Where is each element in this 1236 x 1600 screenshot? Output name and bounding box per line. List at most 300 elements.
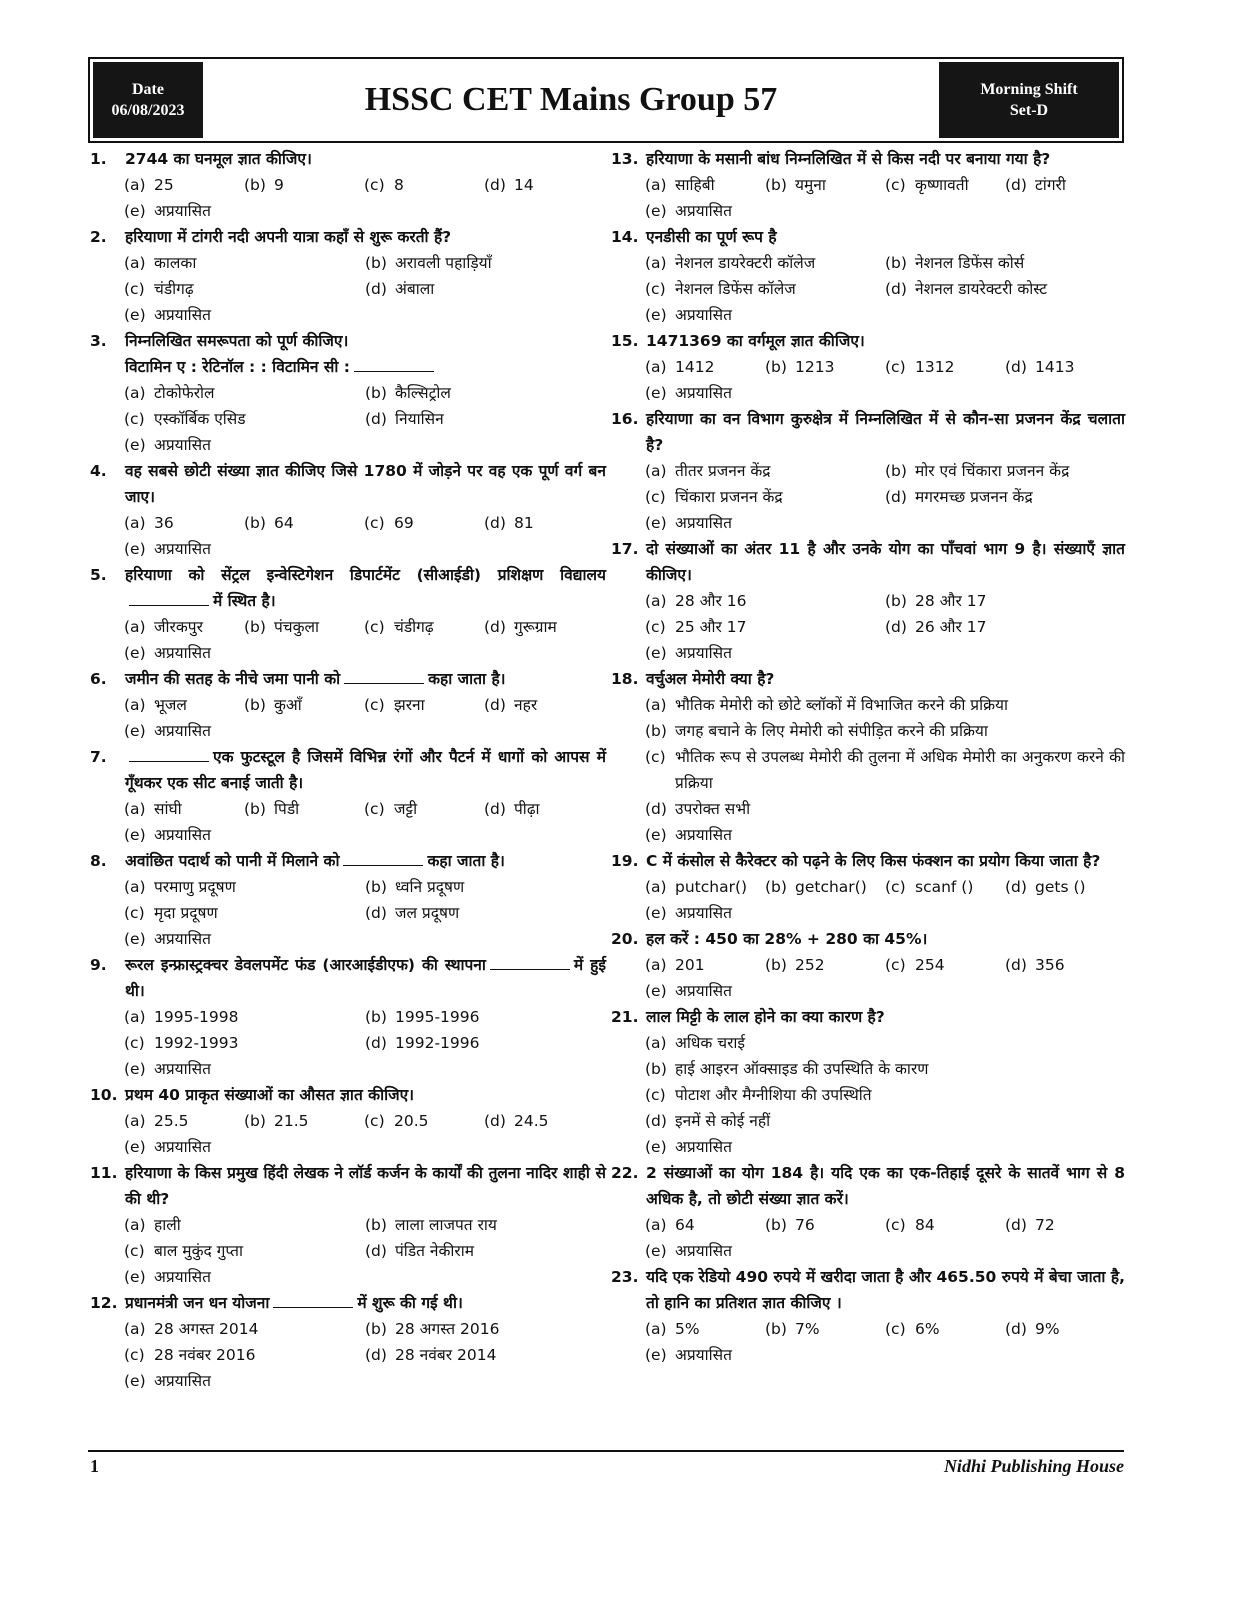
option-a[interactable]	[124, 172, 244, 198]
option-d[interactable]	[1005, 1316, 1125, 1342]
option-row	[124, 1004, 606, 1030]
options	[90, 380, 606, 458]
option-e[interactable]	[645, 380, 765, 406]
option-label: (d)	[484, 618, 506, 636]
option-text: मोर एवं चिंकारा प्रजनन केंद्र	[915, 462, 1070, 480]
option-e[interactable]	[124, 640, 244, 666]
option-c[interactable]	[364, 692, 484, 718]
question-text	[90, 744, 606, 796]
option-c[interactable]	[124, 1342, 365, 1368]
option-c[interactable]	[364, 172, 484, 198]
option-label: (d)	[365, 904, 387, 922]
option-e[interactable]	[124, 302, 374, 328]
option-d[interactable]	[645, 796, 1125, 822]
option-row	[124, 1238, 606, 1264]
option-c[interactable]	[364, 796, 484, 822]
option-c[interactable]	[645, 1082, 1125, 1108]
question-number: 21.	[611, 1008, 639, 1026]
option-label: (d)	[1005, 1216, 1027, 1234]
question-8	[90, 848, 606, 952]
question-stem: जमीन की सतह के नीचे जमा पानी को	[125, 670, 341, 688]
option-e[interactable]	[124, 1264, 374, 1290]
option-b[interactable]	[645, 718, 1125, 744]
option-label: (b)	[244, 800, 266, 818]
question-4	[90, 458, 606, 562]
date-value: 06/08/2023	[111, 102, 185, 119]
option-d[interactable]	[365, 406, 606, 432]
page-number: 1	[90, 1456, 99, 1476]
option-b[interactable]	[645, 1056, 1125, 1082]
option-label: (c)	[885, 1320, 906, 1338]
option-e[interactable]	[645, 900, 765, 926]
option-a[interactable]	[124, 380, 365, 406]
option-row	[124, 692, 606, 718]
option-text: बाल मुकुंद गुप्ता	[154, 1242, 243, 1260]
option-b[interactable]	[765, 952, 885, 978]
option-text: 5%	[675, 1320, 700, 1338]
option-b[interactable]	[244, 1108, 364, 1134]
option-label: (d)	[885, 280, 907, 298]
options	[90, 510, 606, 562]
question-18	[611, 666, 1125, 848]
option-d[interactable]	[484, 172, 604, 198]
option-c[interactable]	[885, 874, 1005, 900]
option-row	[645, 1316, 1125, 1342]
option-label: (a)	[124, 696, 146, 714]
option-c[interactable]	[885, 354, 1005, 380]
option-label: (c)	[645, 488, 666, 506]
option-e[interactable]	[645, 978, 765, 1004]
option-text: नेशनल डिफेंस कॉलेज	[675, 280, 796, 298]
option-label: (a)	[645, 176, 667, 194]
option-d[interactable]	[365, 1342, 606, 1368]
option-b[interactable]	[244, 796, 364, 822]
option-a[interactable]	[645, 952, 765, 978]
question-number: 7.	[90, 748, 107, 766]
option-text: 1995-1998	[154, 1008, 239, 1026]
option-label: (c)	[124, 1242, 145, 1260]
question-stem: 2744 का घनमूल ज्ञात कीजिए।	[125, 150, 312, 168]
option-e[interactable]	[124, 1134, 244, 1160]
option-label: (d)	[365, 1242, 387, 1260]
option-a[interactable]	[645, 1316, 765, 1342]
option-c[interactable]	[364, 614, 484, 640]
option-d[interactable]	[1005, 172, 1125, 198]
option-text: 7%	[795, 1320, 820, 1338]
option-e[interactable]	[645, 302, 895, 328]
option-a[interactable]	[124, 510, 244, 536]
option-b[interactable]	[365, 1316, 606, 1342]
options	[90, 1108, 606, 1160]
option-b[interactable]	[244, 692, 364, 718]
option-label: (b)	[765, 956, 787, 974]
option-a[interactable]	[124, 692, 244, 718]
option-label: (d)	[365, 1346, 387, 1364]
option-e[interactable]	[645, 640, 895, 666]
question-text	[90, 146, 606, 172]
option-d[interactable]	[885, 614, 1125, 640]
option-label: (b)	[244, 176, 266, 194]
option-label: (d)	[484, 1112, 506, 1130]
options	[611, 1212, 1125, 1264]
option-text: 1992-1996	[395, 1034, 480, 1052]
options	[90, 1212, 606, 1290]
option-row	[124, 510, 606, 536]
publisher-name: Nidhi Publishing House	[943, 1456, 1124, 1476]
question-number: 14.	[611, 228, 639, 246]
option-text: अप्रयासित	[154, 540, 211, 558]
option-text: अप्रयासित	[154, 436, 211, 454]
question-number: 8.	[90, 852, 107, 870]
option-text: अप्रयासित	[154, 306, 211, 324]
option-label: (e)	[645, 826, 667, 844]
option-label: (e)	[124, 306, 146, 324]
option-label: (a)	[124, 1320, 146, 1338]
question-stem: रूरल इन्फ्रास्ट्रक्चर डेवलपमेंट फंड (आरआईडीएफ) की स्थापना	[125, 956, 486, 974]
question-stem: एक फुटस्टूल है जिसमें विभिन्न रंगों और पैटर्न में धागों को आपस में गूँथकर एक सीट बनाई जाती है।	[125, 748, 606, 792]
option-label: (c)	[885, 1216, 906, 1234]
option-b[interactable]	[885, 588, 1125, 614]
option-d[interactable]	[365, 1238, 606, 1264]
option-label: (e)	[645, 982, 667, 1000]
question-number: 9.	[90, 956, 107, 974]
option-label: (e)	[645, 904, 667, 922]
question-19	[611, 848, 1125, 926]
options	[611, 692, 1125, 848]
option-label: (a)	[645, 1216, 667, 1234]
option-e[interactable]	[645, 198, 765, 224]
option-label: (e)	[124, 1060, 146, 1078]
option-label: (e)	[645, 514, 667, 532]
option-text: 201	[675, 956, 705, 974]
option-label: (e)	[124, 1138, 146, 1156]
option-a[interactable]	[124, 614, 244, 640]
option-c[interactable]	[124, 1030, 365, 1056]
option-text: 25.5	[154, 1112, 189, 1130]
option-label: (a)	[124, 254, 146, 272]
option-e[interactable]	[645, 1342, 765, 1368]
option-label: (b)	[765, 1216, 787, 1234]
option-e[interactable]	[124, 198, 244, 224]
question-number: 6.	[90, 670, 107, 688]
question-text	[90, 1290, 606, 1316]
option-text: चिंकारा प्रजनन केंद्र	[675, 488, 783, 506]
option-text: 72	[1035, 1216, 1055, 1234]
option-text: 9	[274, 176, 284, 194]
option-text: पंडित नेकीराम	[395, 1242, 475, 1260]
option-a[interactable]	[124, 796, 244, 822]
option-row	[645, 198, 1125, 224]
option-a[interactable]	[645, 172, 765, 198]
question-text	[611, 328, 1125, 354]
option-c[interactable]	[885, 952, 1005, 978]
option-d[interactable]	[645, 1108, 1125, 1134]
option-row	[124, 1316, 606, 1342]
option-label: (a)	[124, 618, 146, 636]
question-17	[611, 536, 1125, 666]
option-label: (a)	[124, 176, 146, 194]
question-text	[90, 1160, 606, 1212]
options	[90, 250, 606, 328]
question-stem: निम्नलिखित समरूपता को पूर्ण कीजिए।	[125, 332, 349, 350]
option-text: 26 और 17	[915, 618, 987, 636]
option-a[interactable]	[124, 874, 365, 900]
question-number: 11.	[90, 1164, 118, 1182]
option-d[interactable]	[885, 484, 1125, 510]
option-d[interactable]	[484, 510, 604, 536]
option-text: भौतिक रूप से उपलब्ध मेमोरी की तुलना में अधिक मेमोरी का अनुकरण करने की प्रक्रिया	[675, 748, 1125, 792]
option-row	[124, 380, 606, 406]
question-stem-end: कहा जाता है।	[428, 670, 506, 688]
option-b[interactable]	[765, 874, 885, 900]
option-a[interactable]	[645, 354, 765, 380]
option-label: (b)	[765, 176, 787, 194]
options	[611, 172, 1125, 224]
option-text: अप्रयासित	[675, 1242, 732, 1260]
question-13	[611, 146, 1125, 224]
question-number: 15.	[611, 332, 639, 350]
option-text: नेशनल डिफेंस कोर्स	[915, 254, 1025, 272]
option-label: (e)	[124, 722, 146, 740]
option-d[interactable]	[1005, 354, 1125, 380]
question-number: 4.	[90, 462, 107, 480]
option-c[interactable]	[124, 900, 365, 926]
option-b[interactable]	[365, 380, 606, 406]
option-row	[645, 1238, 1125, 1264]
question-stem-end: में हुई थी।	[125, 956, 606, 1000]
set-label: Set-D	[1009, 102, 1049, 119]
option-b[interactable]	[765, 1316, 885, 1342]
question-number: 13.	[611, 150, 639, 168]
option-c[interactable]	[124, 1238, 365, 1264]
option-e[interactable]	[645, 510, 895, 536]
option-e[interactable]	[124, 1368, 374, 1394]
option-label: (c)	[645, 280, 666, 298]
option-a[interactable]	[645, 588, 885, 614]
option-e[interactable]	[645, 822, 1115, 848]
option-e[interactable]	[124, 822, 244, 848]
option-a[interactable]	[645, 874, 765, 900]
option-b[interactable]	[885, 458, 1125, 484]
question-stem: हरियाणा का वन विभाग कुरुक्षेत्र में निम्नलिखित में से कौन-सा प्रजनन केंद्र चलाता है?	[646, 410, 1125, 454]
option-text: अप्रयासित	[154, 826, 211, 844]
option-text: 69	[394, 514, 414, 532]
answer-blank	[129, 591, 209, 606]
option-label: (a)	[645, 254, 667, 272]
option-label: (e)	[124, 644, 146, 662]
option-label: (d)	[1005, 956, 1027, 974]
option-a[interactable]	[645, 250, 885, 276]
option-text: चंडीगढ़	[154, 280, 194, 298]
option-text: 28 नवंबर 2016	[154, 1346, 256, 1364]
option-text: गुरूग्राम	[514, 618, 557, 636]
option-e[interactable]	[124, 432, 374, 458]
option-c[interactable]	[885, 1212, 1005, 1238]
option-label: (a)	[124, 1216, 146, 1234]
option-b[interactable]	[365, 1212, 606, 1238]
option-label: (a)	[645, 878, 667, 896]
option-b[interactable]	[765, 1212, 885, 1238]
option-b[interactable]	[765, 354, 885, 380]
option-a[interactable]	[645, 1030, 1125, 1056]
option-c[interactable]	[124, 276, 365, 302]
option-c[interactable]	[645, 484, 885, 510]
option-e[interactable]	[124, 1056, 374, 1082]
option-row	[645, 588, 1125, 614]
option-text: पोटाश और मैग्नीशिया की उपस्थिति	[675, 1086, 872, 1104]
option-d[interactable]	[1005, 874, 1125, 900]
option-d[interactable]	[484, 1108, 604, 1134]
option-e[interactable]	[124, 718, 244, 744]
option-text: एस्कॉर्बिक एसिड	[154, 410, 246, 428]
option-b[interactable]	[365, 1004, 606, 1030]
question-text	[90, 562, 606, 614]
question-stem: प्रधानमंत्री जन धन योजना	[125, 1294, 270, 1312]
option-a[interactable]	[124, 1108, 244, 1134]
option-text: 9%	[1035, 1320, 1060, 1338]
option-b[interactable]	[765, 172, 885, 198]
question-stem: वर्चुअल मेमोरी क्या है?	[646, 670, 775, 688]
option-row	[124, 822, 606, 848]
option-c[interactable]	[364, 510, 484, 536]
option-text: 6%	[915, 1320, 940, 1338]
option-d[interactable]	[1005, 952, 1125, 978]
option-text: नियासिन	[395, 410, 444, 428]
option-text: चंडीगढ़	[394, 618, 434, 636]
option-d[interactable]	[365, 276, 606, 302]
option-d[interactable]	[484, 614, 604, 640]
option-c[interactable]	[885, 1316, 1005, 1342]
option-text: अप्रयासित	[154, 930, 211, 948]
answer-blank	[343, 851, 423, 866]
option-row	[124, 198, 606, 224]
option-c[interactable]	[124, 406, 365, 432]
option-text: मृदा प्रदूषण	[154, 904, 218, 922]
question-14	[611, 224, 1125, 328]
option-text: पीढ़ा	[514, 800, 540, 818]
option-a[interactable]	[124, 1004, 365, 1030]
option-b[interactable]	[244, 172, 364, 198]
option-d[interactable]	[365, 1030, 606, 1056]
option-b[interactable]	[365, 250, 606, 276]
option-b[interactable]	[244, 510, 364, 536]
option-label: (b)	[365, 1008, 387, 1026]
option-row	[124, 1134, 606, 1160]
options	[90, 1004, 606, 1082]
option-text: अप्रयासित	[154, 1268, 211, 1286]
options	[611, 1030, 1125, 1160]
question-stem: 2 संख्याओं का योग 184 है। यदि एक का एक-तिहाई दूसरे के सातवें भाग से 8 अधिक है, तो छोटी संख्या ज्ञात करें।	[646, 1164, 1125, 1208]
option-label: (b)	[365, 1216, 387, 1234]
option-c[interactable]	[645, 744, 1125, 796]
option-text: जट्टी	[394, 800, 418, 818]
option-a[interactable]	[124, 1212, 365, 1238]
option-text: अप्रयासित	[675, 306, 732, 324]
option-text: भौतिक मेमोरी को छोटे ब्लॉकों में विभाजित करने की प्रक्रिया	[675, 696, 1009, 714]
option-text: अप्रयासित	[154, 1138, 211, 1156]
option-e[interactable]	[124, 536, 244, 562]
option-a[interactable]	[645, 458, 885, 484]
option-row	[645, 172, 1125, 198]
option-a[interactable]	[645, 1212, 765, 1238]
option-c[interactable]	[645, 276, 885, 302]
option-label: (c)	[124, 1034, 145, 1052]
option-label: (b)	[885, 254, 907, 272]
question-stem: हरियाणा को सेंट्रल इन्वेस्टिगेशन डिपार्टमेंट (सीआईडी) प्रशिक्षण विद्यालय	[125, 566, 606, 584]
option-text: अप्रयासित	[154, 644, 211, 662]
option-d[interactable]	[484, 692, 604, 718]
option-text: अप्रयासित	[675, 904, 732, 922]
option-c[interactable]	[645, 614, 885, 640]
option-text: झरना	[394, 696, 425, 714]
option-a[interactable]	[124, 1316, 365, 1342]
option-text: 25 और 17	[675, 618, 747, 636]
option-text: कुआँ	[274, 696, 302, 714]
option-text: 1995-1996	[395, 1008, 480, 1026]
option-label: (b)	[365, 384, 387, 402]
option-row	[124, 900, 606, 926]
option-text: 36	[154, 514, 174, 532]
option-row	[645, 1342, 1125, 1368]
option-text: जीरकपुर	[154, 618, 203, 636]
option-text: अप्रयासित	[675, 826, 732, 844]
option-label: (e)	[124, 826, 146, 844]
option-row	[645, 1134, 1125, 1160]
left-column	[90, 146, 606, 1394]
option-label: (e)	[645, 1138, 667, 1156]
option-row	[645, 1212, 1125, 1238]
question-5	[90, 562, 606, 666]
option-e[interactable]	[124, 926, 374, 952]
option-c[interactable]	[885, 172, 1005, 198]
option-label: (a)	[124, 878, 146, 896]
option-b[interactable]	[885, 250, 1125, 276]
options	[611, 354, 1125, 406]
option-b[interactable]	[365, 874, 606, 900]
option-d[interactable]	[484, 796, 604, 822]
option-label: (e)	[645, 644, 667, 662]
options	[611, 250, 1125, 328]
option-row	[645, 302, 1125, 328]
option-c[interactable]	[364, 1108, 484, 1134]
option-row	[124, 1212, 606, 1238]
option-label: (d)	[1005, 176, 1027, 194]
option-label: (a)	[645, 1034, 667, 1052]
question-stem-end: कहा जाता है।	[427, 852, 505, 870]
option-text: अप्रयासित	[675, 1346, 732, 1364]
option-label: (e)	[124, 1268, 146, 1286]
question-stem-line2: विटामिन ए : रेटिनॉल : : विटामिन सी :	[125, 358, 351, 376]
option-d[interactable]	[365, 900, 606, 926]
option-d[interactable]	[885, 276, 1125, 302]
option-text: 1413	[1035, 358, 1075, 376]
option-e[interactable]	[645, 1238, 765, 1264]
option-label: (a)	[645, 696, 667, 714]
option-row	[124, 276, 606, 302]
option-label: (a)	[124, 800, 146, 818]
option-label: (c)	[645, 618, 666, 636]
option-a[interactable]	[124, 250, 365, 276]
option-text: भूजल	[154, 696, 187, 714]
option-label: (a)	[645, 358, 667, 376]
option-text: हाई आइरन ऑक्साइड की उपस्थिति के कारण	[675, 1060, 929, 1078]
option-d[interactable]	[1005, 1212, 1125, 1238]
option-b[interactable]	[244, 614, 364, 640]
question-stem: हरियाणा के किस प्रमुख हिंदी लेखक ने लॉर्ड कर्जन के कार्यों की तुलना नादिर शाही से की थी?	[125, 1164, 606, 1208]
option-a[interactable]	[645, 692, 1125, 718]
option-e[interactable]	[645, 1134, 1115, 1160]
question-text	[611, 406, 1125, 458]
